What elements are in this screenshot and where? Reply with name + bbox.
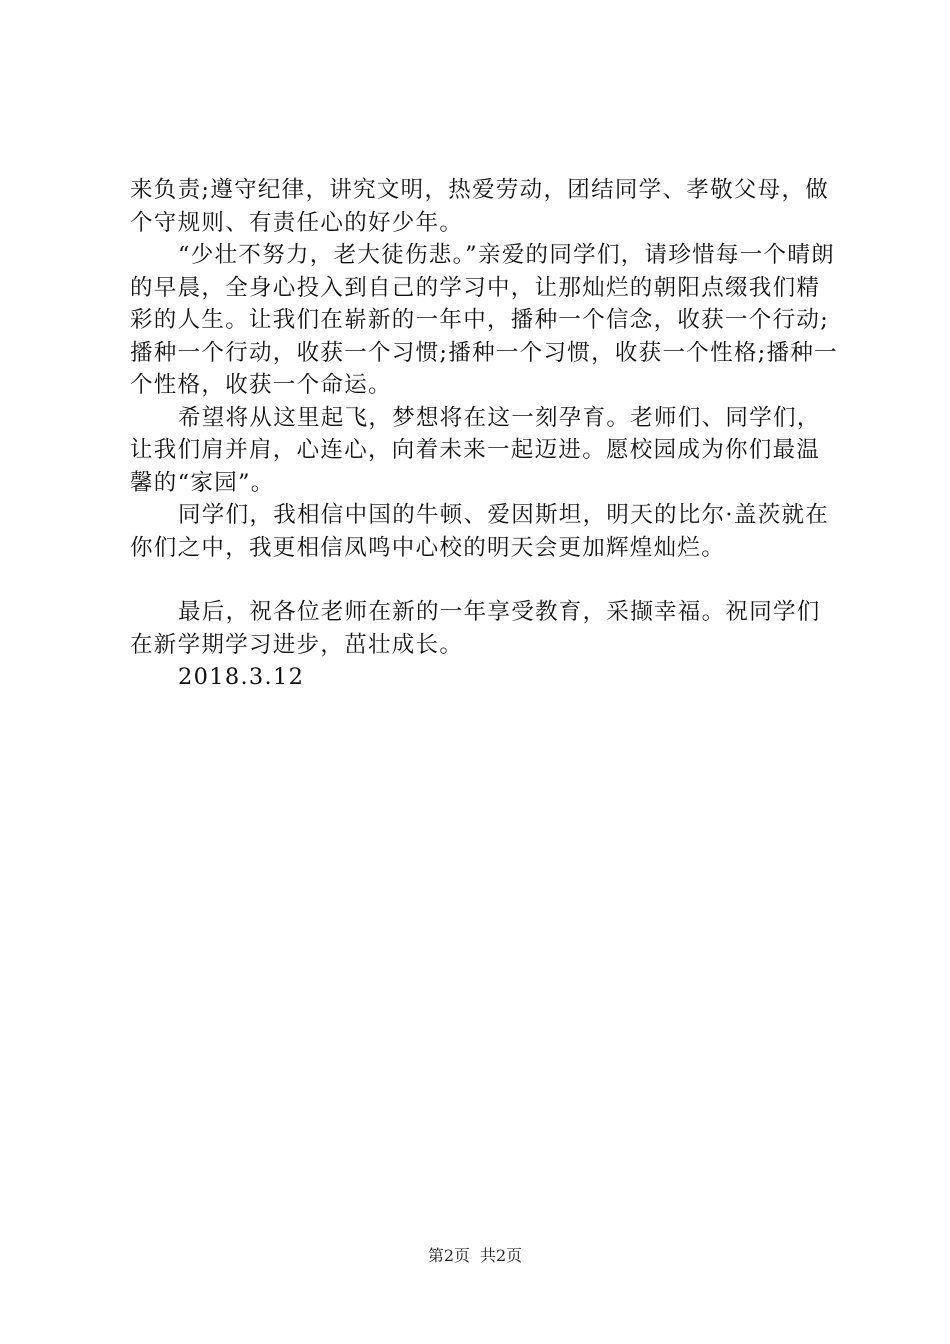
paragraph-quote: “少壮不努力，老大徒伤悲。”亲爱的同学们，请珍惜每一个晴朗的早晨，全身心投入到自己的学习中，让那灿烂的朝阳点缀我们精彩的人生。让我们在崭新的一年中，播种一个信念，收获一个行动;播种一个行动，收获一个习惯;播种一个习惯，收获一个性格;播种一个性格，收获一个命运。 (130, 242, 838, 398)
page-number-total: 共2页 (480, 1246, 523, 1265)
document-body (130, 174, 840, 694)
document-date: 2018.3.12 (178, 664, 305, 690)
paragraph-future: 同学们，我相信中国的牛顿、爱因斯坦，明天的比尔·盖茨就在你们之中，我更相信凤鸣中心校的明天会更加辉煌灿烂。 (130, 502, 830, 561)
paragraph-closing: 最后，祝各位老师在新的一年享受教育，采撷幸福。祝同学们在新学期学习进步，茁壮成长。 (130, 599, 821, 658)
paragraph-hope: 希望将从这里起飞，梦想将在这一刻孕育。老师们、同学们，让我们肩并肩，心连心，向着未来一起迈进。愿校园成为你们最温馨的“家园”。 (130, 404, 821, 496)
page-footer (0, 1246, 950, 1266)
paragraph-continued: 来负责;遵守纪律，讲究文明，热爱劳动，团结同学、孝敬父母，做个守规则、有责任心的好少年。 (130, 177, 830, 236)
page-number-current: 第2页 (427, 1246, 470, 1265)
